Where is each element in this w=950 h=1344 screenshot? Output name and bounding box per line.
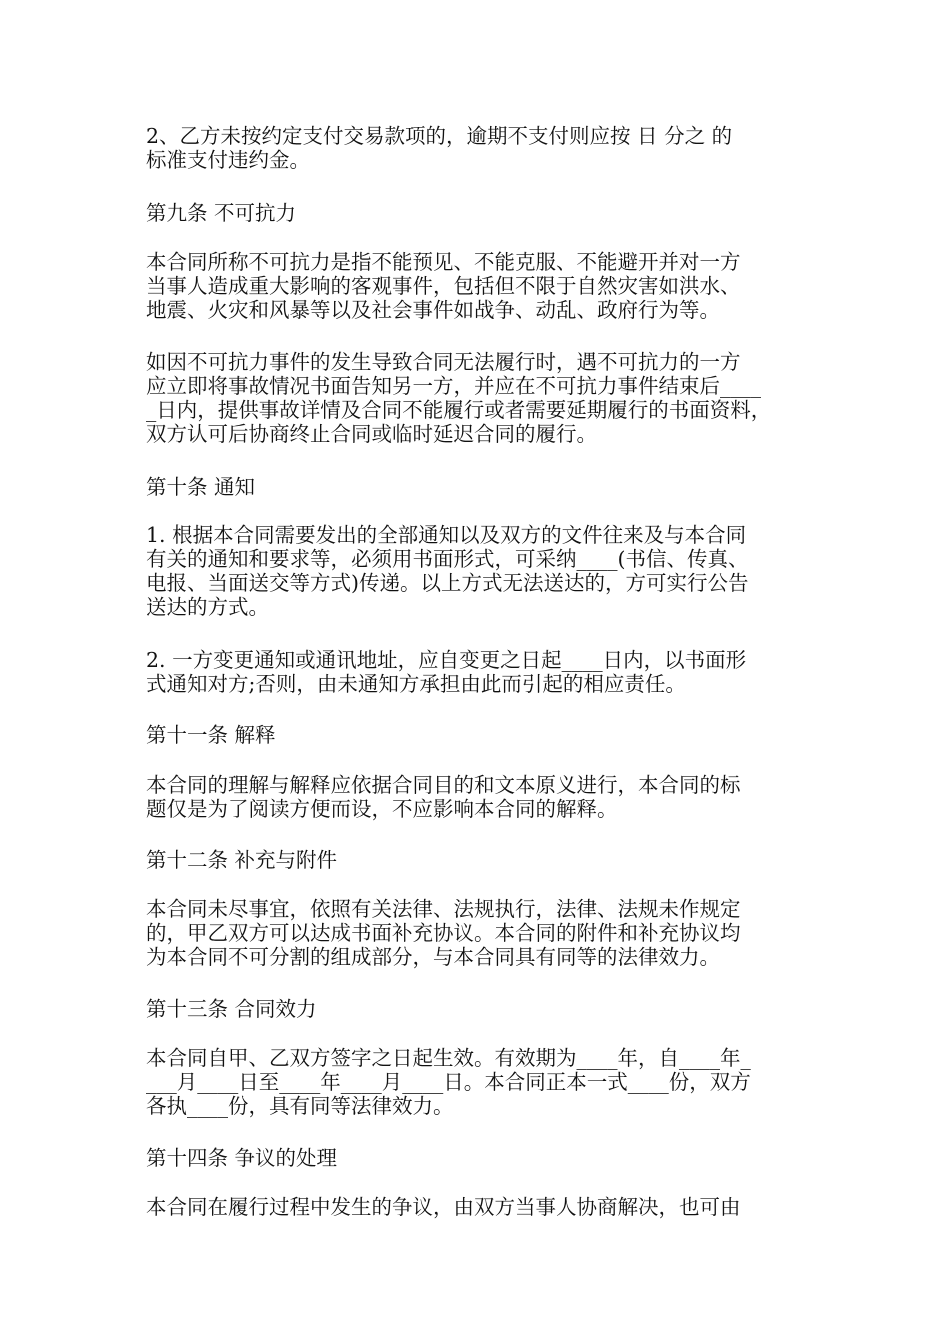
paragraph-dispute xyxy=(146,1195,810,1219)
text-line: 应立即将事故情况书面告知另一方，并应在不可抗力事件结束后____ xyxy=(146,374,761,398)
text-line: 双方认可后协商终止合同或临时延迟合同的履行。 xyxy=(146,422,597,446)
text-line: 标准支付违约金。 xyxy=(146,148,310,172)
text-line: 2、乙方未按约定支付交易款项的，逾期不支付则应按 日 分之 的 xyxy=(146,124,733,148)
text-line: 本合同所称不可抗力是指不能预见、不能克服、不能避开并对一方 xyxy=(146,250,741,274)
text-line: 地震、火灾和风暴等以及社会事件如战争、动乱、政府行为等。 xyxy=(146,298,720,322)
paragraph-notice-2 xyxy=(146,648,810,696)
text-line: 各执____份，具有同等法律效力。 xyxy=(146,1094,454,1118)
section-heading: 第十三条 合同效力 xyxy=(146,997,317,1021)
text-line: 送达的方式。 xyxy=(146,595,269,619)
text-line: 电报、当面送交等方式)传递。以上方式无法送达的，方可实行公告 xyxy=(146,571,749,595)
section-heading: 第十条 通知 xyxy=(146,475,256,499)
text-line: _日内，提供事故详情及合同不能履行或者需要延期履行的书面资料， xyxy=(146,398,772,422)
text-line: 为本合同不可分割的组成部分，与本合同具有同等的法律效力。 xyxy=(146,945,720,969)
heading-article-12 xyxy=(146,848,810,872)
text-line: 题仅是为了阅读方便而设，不应影响本合同的解释。 xyxy=(146,797,618,821)
text-line: 式通知对方;否则，由未通知方承担由此而引起的相应责任。 xyxy=(146,672,686,696)
paragraph-notice-1 xyxy=(146,523,810,619)
text-line: 本合同的理解与解释应依据合同目的和文本原义进行，本合同的标 xyxy=(146,773,741,797)
heading-article-9 xyxy=(146,201,810,225)
paragraph-validity xyxy=(146,1046,810,1118)
text-line: 有关的通知和要求等，必须用书面形式，可采纳____(书信、传真、 xyxy=(146,547,749,571)
text-line: 如因不可抗力事件的发生导致合同无法履行时，遇不可抗力的一方 xyxy=(146,350,741,374)
paragraph-penalty xyxy=(146,124,810,172)
section-heading: 第十二条 补充与附件 xyxy=(146,848,338,872)
text-line: 本合同未尽事宜，依照有关法律、法规执行，法律、法规未作规定 xyxy=(146,897,741,921)
paragraph-force-majeure-definition xyxy=(146,250,810,322)
heading-article-10 xyxy=(146,475,810,499)
text-line: 的，甲乙双方可以达成书面补充协议。本合同的附件和补充协议均 xyxy=(146,921,741,945)
heading-article-14 xyxy=(146,1146,810,1170)
text-line: 当事人造成重大影响的客观事件，包括但不限于自然灾害如洪水、 xyxy=(146,274,741,298)
paragraph-supplement xyxy=(146,897,810,969)
text-line: ___月____日至____年____月____日。本合同正本一式____份，双方 xyxy=(146,1070,751,1094)
heading-article-11 xyxy=(146,723,810,747)
text-line: 1. 根据本合同需要发出的全部通知以及双方的文件往来及与本合同 xyxy=(146,523,747,547)
section-heading: 第十一条 解释 xyxy=(146,723,276,747)
text-line: 本合同自甲、乙双方签字之日起生效。有效期为____年，自____年_ xyxy=(146,1046,751,1070)
text-line: 本合同在履行过程中发生的争议，由双方当事人协商解决，也可由 xyxy=(146,1195,741,1219)
heading-article-13 xyxy=(146,997,810,1021)
section-heading: 第十四条 争议的处理 xyxy=(146,1146,338,1170)
text-line: 2. 一方变更通知或通讯地址，应自变更之日起____日内，以书面形 xyxy=(146,648,747,672)
section-heading: 第九条 不可抗力 xyxy=(146,201,297,225)
paragraph-force-majeure-notice xyxy=(146,350,810,446)
paragraph-interpretation xyxy=(146,773,810,821)
